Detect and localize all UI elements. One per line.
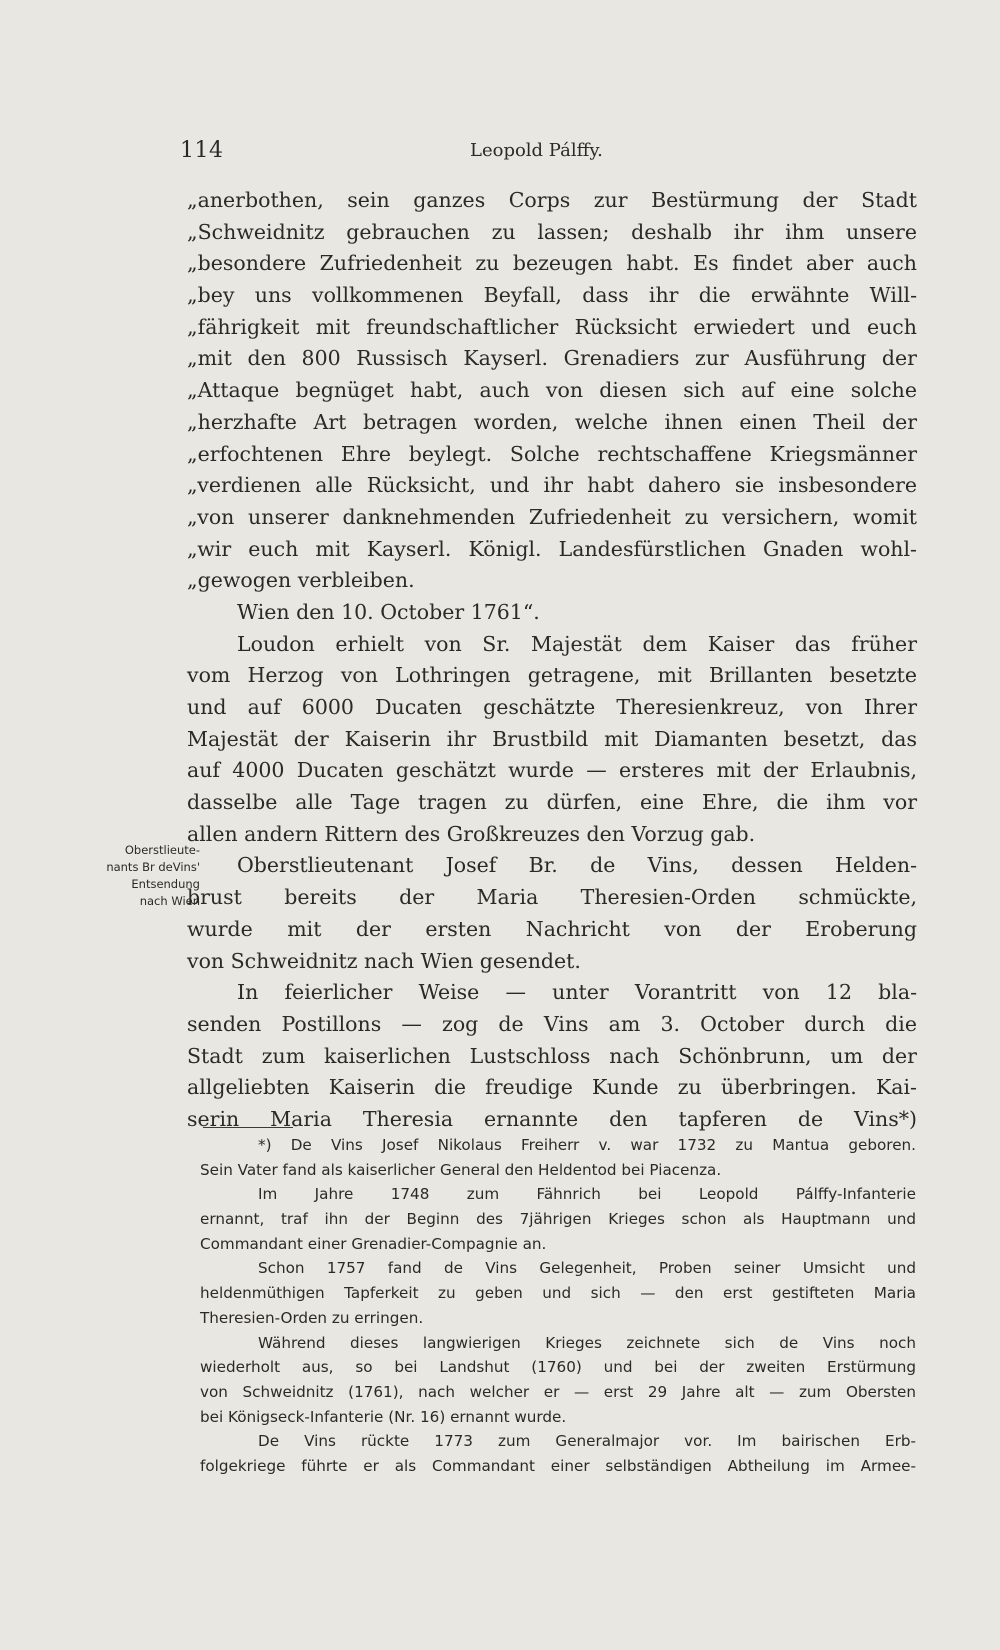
footnote-line: bei Königseck-Infanterie (Nr. 16) ernannt wurde. [200, 1407, 567, 1426]
footnote-line: De Vins rückte 1773 zum Generalmajor vor. Im bairischen Erb- [258, 1432, 916, 1451]
running-head: Leopold Pálffy. [470, 140, 603, 161]
text-line: „bey uns vollkommenen Beyfall, dass ihr die erwähnte Will- [187, 283, 917, 308]
footnote-line: *) De Vins Josef Nikolaus Freiherr v. war 1732 zu Mantua geboren. [258, 1136, 916, 1154]
footnote-line: heldenmüthigen Tapferkeit zu geben und sich — den erst gestifteten Maria [200, 1284, 916, 1303]
footnote-line: Im Jahre 1748 zum Fähnrich bei Leopold Pálffy-Infanterie [258, 1185, 916, 1204]
text-line: vom Herzog von Lothringen getragene, mit Brillanten besetzte [187, 663, 917, 688]
footnote-line: Theresien-Orden zu erringen. [200, 1308, 424, 1327]
footnote-line: Commandant einer Grenadier-Compagnie an. [200, 1234, 547, 1253]
text-line: senden Postillons — zog de Vins am 3. October durch die [187, 1011, 917, 1036]
text-line: von Schweidnitz nach Wien gesendet. [187, 948, 581, 973]
page-header [180, 138, 920, 178]
text-line: „mit den 800 Russisch Kayserl. Grenadiers zur Ausführung der [187, 346, 917, 371]
footnote-line: Schon 1757 fand de Vins Gelegenheit, Proben seiner Umsicht und [258, 1259, 916, 1278]
paragraph-start-line: In feierlicher Weise — unter Vorantritt von 12 bla- [237, 980, 917, 1005]
text-line: serin Maria Theresia ernannte den tapferen de Vins*) [187, 1106, 917, 1131]
text-line: „Schweidnitz gebrauchen zu lassen; deshalb ihr ihm unsere [187, 219, 917, 244]
text-line: brust bereits der Maria Theresien-Orden schmückte, [187, 885, 917, 910]
main-text [187, 185, 917, 1136]
footnote-line: wiederholt aus, so bei Landshut (1760) und bei der zweiten Erstürmung [200, 1358, 916, 1377]
text-line: allgeliebten Kaiserin die freudige Kunde zu überbringen. Kai- [187, 1075, 917, 1100]
text-line: dasselbe alle Tage tragen zu dürfen, eine Ehre, die ihm vor [187, 790, 917, 815]
margin-note [72, 842, 200, 910]
paragraph-start-line: Oberstlieutenant Josef Br. de Vins, dessen Helden- [237, 853, 917, 878]
footnotes [200, 1133, 916, 1479]
margin-note-line: Entsendung [131, 877, 200, 891]
text-line: „Attaque begnüget habt, auch von diesen sich auf eine solche [187, 378, 917, 403]
page-number: 114 [180, 138, 224, 163]
footnote-rule [203, 1127, 293, 1128]
text-line: auf 4000 Ducaten geschätzt wurde — ersteres mit der Erlaubnis, [187, 758, 917, 783]
text-line: „wir euch mit Kayserl. Königl. Landesfürstlichen Gnaden wohl- [187, 536, 917, 561]
footnote-line: von Schweidnitz (1761), nach welcher er — erst 29 Jahre alt — zum Obersten [200, 1382, 916, 1401]
text-line: „besondere Zufriedenheit zu bezeugen habt. Es findet aber auch [187, 251, 917, 276]
text-line: und auf 6000 Ducaten geschätzte Theresienkreuz, von Ihrer [187, 695, 917, 719]
text-line: „herzhafte Art betragen worden, welche ihnen einen Theil der [187, 409, 917, 434]
footnote-line: ernannt, traf ihn der Beginn des 7jährigen Krieges schon als Hauptmann und [200, 1210, 916, 1229]
text-line: allen andern Rittern des Großkreuzes den Vorzug gab. [187, 821, 756, 846]
footnote-line: Sein Vater fand als kaiserlicher General den Heldentod bei Piacenza. [200, 1160, 722, 1179]
text-line: „erfochtenen Ehre beylegt. Solche rechtschaffene Kriegsmänner [187, 441, 917, 466]
footnote-line: folgekriege führte er als Commandant einer selbständigen Abtheilung im Armee- [200, 1456, 916, 1475]
paragraph-start-line: Loudon erhielt von Sr. Majestät dem Kaiser das früher [237, 631, 917, 656]
margin-note-line: nach Wien [139, 894, 200, 908]
text-line: Stadt zum kaiserlichen Lustschloss nach Schönbrunn, um der [187, 1043, 917, 1068]
text-line: „gewogen verbleiben. [187, 568, 415, 593]
letter-date-line: Wien den 10. October 1761“. [237, 599, 540, 624]
margin-note-line: Oberstlieute- [124, 843, 200, 857]
text-line: „anerbothen, sein ganzes Corps zur Bestürmung der Stadt [187, 188, 917, 212]
text-line: „verdienen alle Rücksicht, und ihr habt dahero sie insbesondere [187, 473, 917, 498]
text-line: „von unserer danknehmenden Zufriedenheit zu versichern, womit [187, 504, 917, 529]
text-line: Majestät der Kaiserin ihr Brustbild mit Diamanten besetzt, das [187, 726, 917, 751]
margin-note-line: nants Br deVins' [106, 860, 200, 874]
text-line: wurde mit der ersten Nachricht von der Eroberung [187, 916, 917, 941]
text-line: „fährigkeit mit freundschaftlicher Rücksicht erwiedert und euch [187, 314, 917, 339]
footnote-line: Während dieses langwierigen Krieges zeichnete sich de Vins noch [258, 1333, 916, 1352]
